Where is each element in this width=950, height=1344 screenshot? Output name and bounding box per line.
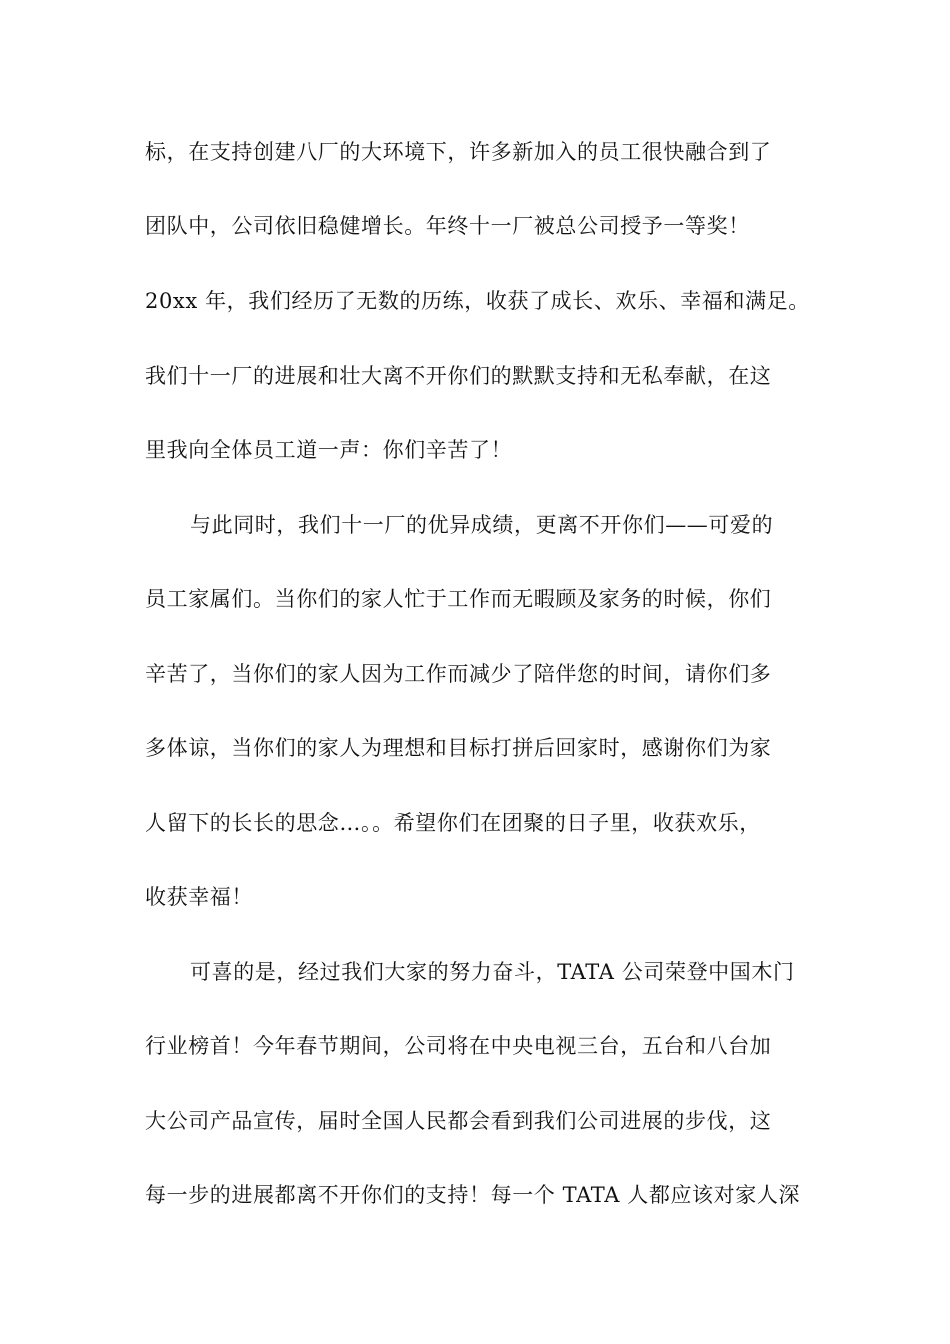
- text-line: 大公司产品宣传，届时全国人民都会看到我们公司进展的步伐，这: [145, 1109, 772, 1133]
- text-line: 员工家属们。当你们的家人忙于工作而无暇顾及家务的时候，你们: [145, 587, 772, 611]
- text-line: 辛苦了，当你们的家人因为工作而减少了陪伴您的时间，请你们多: [145, 662, 772, 686]
- text-line: 团队中，公司依旧稳健增长。年终十一厂被总公司授予一等奖！: [145, 214, 750, 238]
- text-line: 每一步的进展都离不开你们的支持！每一个 TATA 人都应该对家人深: [145, 1183, 801, 1207]
- text-line: 标，在支持创建八厂的大环境下，许多新加入的员工很快融合到了: [145, 140, 772, 164]
- text-line: 里我向全体员工道一声：你们辛苦了！: [145, 438, 513, 462]
- paragraph-first-line: 可喜的是，经过我们大家的努力奋斗，TATA 公司荣登中国木门: [190, 960, 795, 984]
- text-line: 我们十一厂的进展和壮大离不开你们的默默支持和无私奉献，在这: [145, 364, 772, 388]
- paragraph-first-line: 与此同时，我们十一厂的优异成绩，更离不开你们——可爱的: [190, 513, 774, 537]
- text-line: 收获幸福！: [145, 885, 253, 909]
- text-line: 行业榜首！今年春节期间，公司将在中央电视三台，五台和八台加: [145, 1034, 772, 1058]
- text-line: 多体谅，当你们的家人为理想和目标打拼后回家时，感谢你们为家: [145, 736, 772, 760]
- text-line: 人留下的长长的思念…。。希望你们在团聚的日子里，收获欢乐，: [145, 811, 761, 835]
- text-line: 20xx 年，我们经历了无数的历练，收获了成长、欢乐、幸福和满足。: [145, 289, 810, 313]
